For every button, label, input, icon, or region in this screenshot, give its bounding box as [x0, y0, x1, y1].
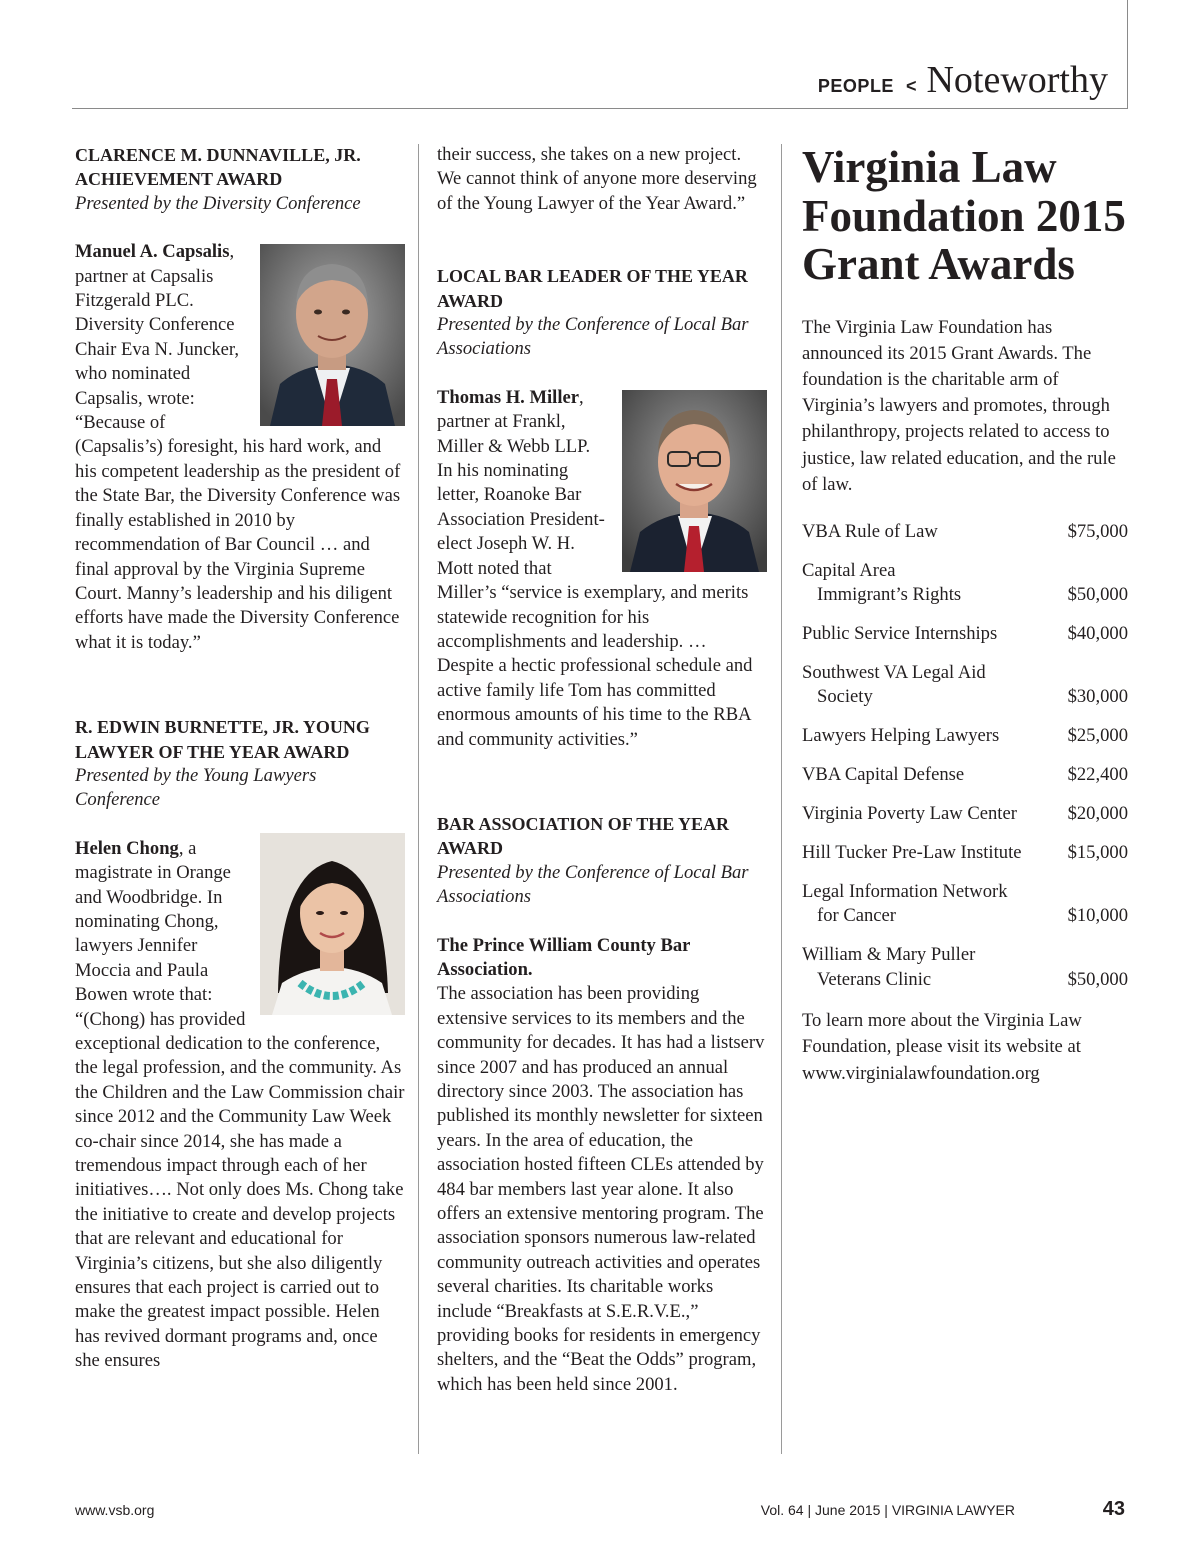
grant-item: Southwest VA Legal Aid Society $30,000 — [802, 662, 1128, 708]
column-rule-1 — [418, 144, 419, 1454]
grant-awards-title: Virginia Law Foundation 2015 Grant Awards — [802, 142, 1126, 289]
footer-url: www.vsb.org — [75, 1502, 155, 1518]
photo-helen-chong — [260, 833, 405, 1015]
header-text — [818, 58, 1108, 102]
grant-item: Capital Area Immigrant’s Rights $50,000 — [802, 559, 1128, 606]
prince-william-body: The association has been providing extensive services to its members and the community for decades. It has had a listserv since 2007 and has produced an annual directory since 2003. The association has published its monthly newsletter for sixteen years. In the area of education, the association hosted fifteen CLEs attended by 484 bar members last year alone. It also offers an extensive mentoring program. The association sponsors numerous law-related community outreach activities and operates several charities. Its charitable works include “Breakfasts at S.E.R.V.E.,” providing books for residents in emergency shelters, and the “Beat the Odds” program, which has been held since 2001. — [437, 983, 765, 1395]
grant-item: VBA Rule of Law $75,000 — [802, 520, 1128, 542]
winner-name-capsalis: Manuel A. Capsalis — [75, 241, 230, 263]
chong-paragraph: Helen Chong, a magistrate in Orange and Woodbridge. In nominating Chong, lawyers Jennifer Moccia and Paula Bowen wrote that: — [75, 837, 231, 1006]
award-presenter-bar-association: Presented by the Conference of Local Bar Associations — [437, 861, 749, 908]
column-3 — [802, 143, 1128, 1105]
award-presenter-local-bar-leader: Presented by the Conference of Local Bar Associations — [437, 314, 749, 360]
section-title: Noteworthy — [926, 59, 1108, 101]
photo-manuel-capsalis — [260, 244, 405, 426]
page-number: 43 — [1102, 1498, 1125, 1520]
winner-name-chong: Helen Chong — [75, 837, 179, 859]
column-rule-2 — [781, 144, 782, 1454]
miller-paragraph: Thomas H. Miller, partner at Frankl, Miller & Webb LLP. In his nominating letter, Roanoke Bar Association President-elect Joseph W. H. Mott noted that Miller’s “service is exemplary, and merits statewide recognition for his accomplishments and leadership. … Despite a hectic professional schedule and active family life Tom has committed enormous amounts of his time to the RBA and community activities.” — [437, 386, 753, 750]
column-2 — [437, 143, 767, 1397]
chong-quote-continued: their success, she takes on a new project. We cannot think of anyone more deserving of the Young Lawyer of the Year Award.” — [437, 144, 757, 214]
award-heading-local-bar-leader: LOCAL BAR LEADER OF THE YEAR AWARD — [437, 266, 748, 311]
capsalis-paragraph: Manuel A. Capsalis, partner at Capsalis Fitzgerald PLC. Diversity Conference Chair Eva N. Juncker, who nominated Capsalis, wrote: — [75, 241, 239, 409]
winner-name-miller: Thomas H. Miller — [437, 386, 580, 408]
grant-item: William & Mary Puller Veterans Clinic $50,000 — [802, 944, 1128, 990]
grant-awards-intro: The Virginia Law Foundation has announced its 2015 Grant Awards. The foundation is the charitable arm of Virginia’s lawyers and promotes, through philanthropy, projects related to access to justice, law related education, and the rule of law. — [802, 316, 1116, 495]
grant-item: Hill Tucker Pre-Law Institute $15,000 — [802, 842, 1128, 864]
award-presenter-dunnaville: Presented by the Diversity Conference — [75, 192, 361, 214]
section-label: PEOPLE — [817, 76, 894, 96]
award-heading-dunnaville: CLARENCE M. DUNNAVILLE, JR. ACHIEVEMENT AWARD — [75, 145, 361, 190]
chong-quote: “(Chong) has provided exceptional dedication to the conference, the legal profession, and the community. As the Children and the Law Commission chair since 2012 and the Community Law Week co-chair since 2014, she has made a tremendous impact through each of her initiatives…. Not only does Ms. Chong take the initiative to create and develop projects that are relevant and educational for Virginia’s citizens, but she also diligently ensures that each project is carried out to make the greatest impact possible. Helen has revived dormant programs and, once she ensures — [75, 1008, 405, 1372]
footer-issue: Vol. 64 | June 2015 | VIRGINIA LAWYER — [760, 1502, 1015, 1518]
header-vertical-rule — [1127, 0, 1128, 108]
award-presenter-burnette: Presented by the Young Lawyers Conference — [75, 764, 317, 811]
grant-item: Lawyers Helping Lawyers $25,000 — [802, 725, 1128, 747]
winner-name-prince-william: The Prince William County Bar Association. — [437, 934, 691, 980]
column-1 — [75, 143, 405, 1374]
award-heading-burnette: R. EDWIN BURNETTE, JR. YOUNG LAWYER OF THE YEAR AWARD — [75, 717, 370, 762]
award-heading-bar-association: BAR ASSOCIATION OF THE YEAR AWARD — [437, 813, 730, 859]
grant-item: Legal Information Network for Cancer $10,000 — [802, 880, 1128, 927]
capsalis-quote: “Because of (Capsalis’s) foresight, his hard work, and his competent leadership as the president of the State Bar, the Diversity Conference was finally established in 2010 by recommendation of Bar Council … and final approval by the Virginia Supreme Court. Manny’s leadership and his diligent efforts have made the Diversity Conference what it is today.” — [75, 412, 401, 653]
grant-item: Public Service Internships $40,000 — [802, 623, 1128, 645]
photo-thomas-miller — [622, 390, 767, 572]
grant-item: VBA Capital Defense $22,400 — [802, 764, 1128, 786]
grant-item: Virginia Poverty Law Center $20,000 — [802, 803, 1128, 825]
page-header — [72, 52, 1128, 109]
grant-awards-outro: To learn more about the Virginia Law Foundation, please visit its website at www.virginialawfoundation.org — [802, 1010, 1082, 1084]
section-separator: < — [905, 76, 917, 96]
grant-list — [802, 520, 1128, 992]
